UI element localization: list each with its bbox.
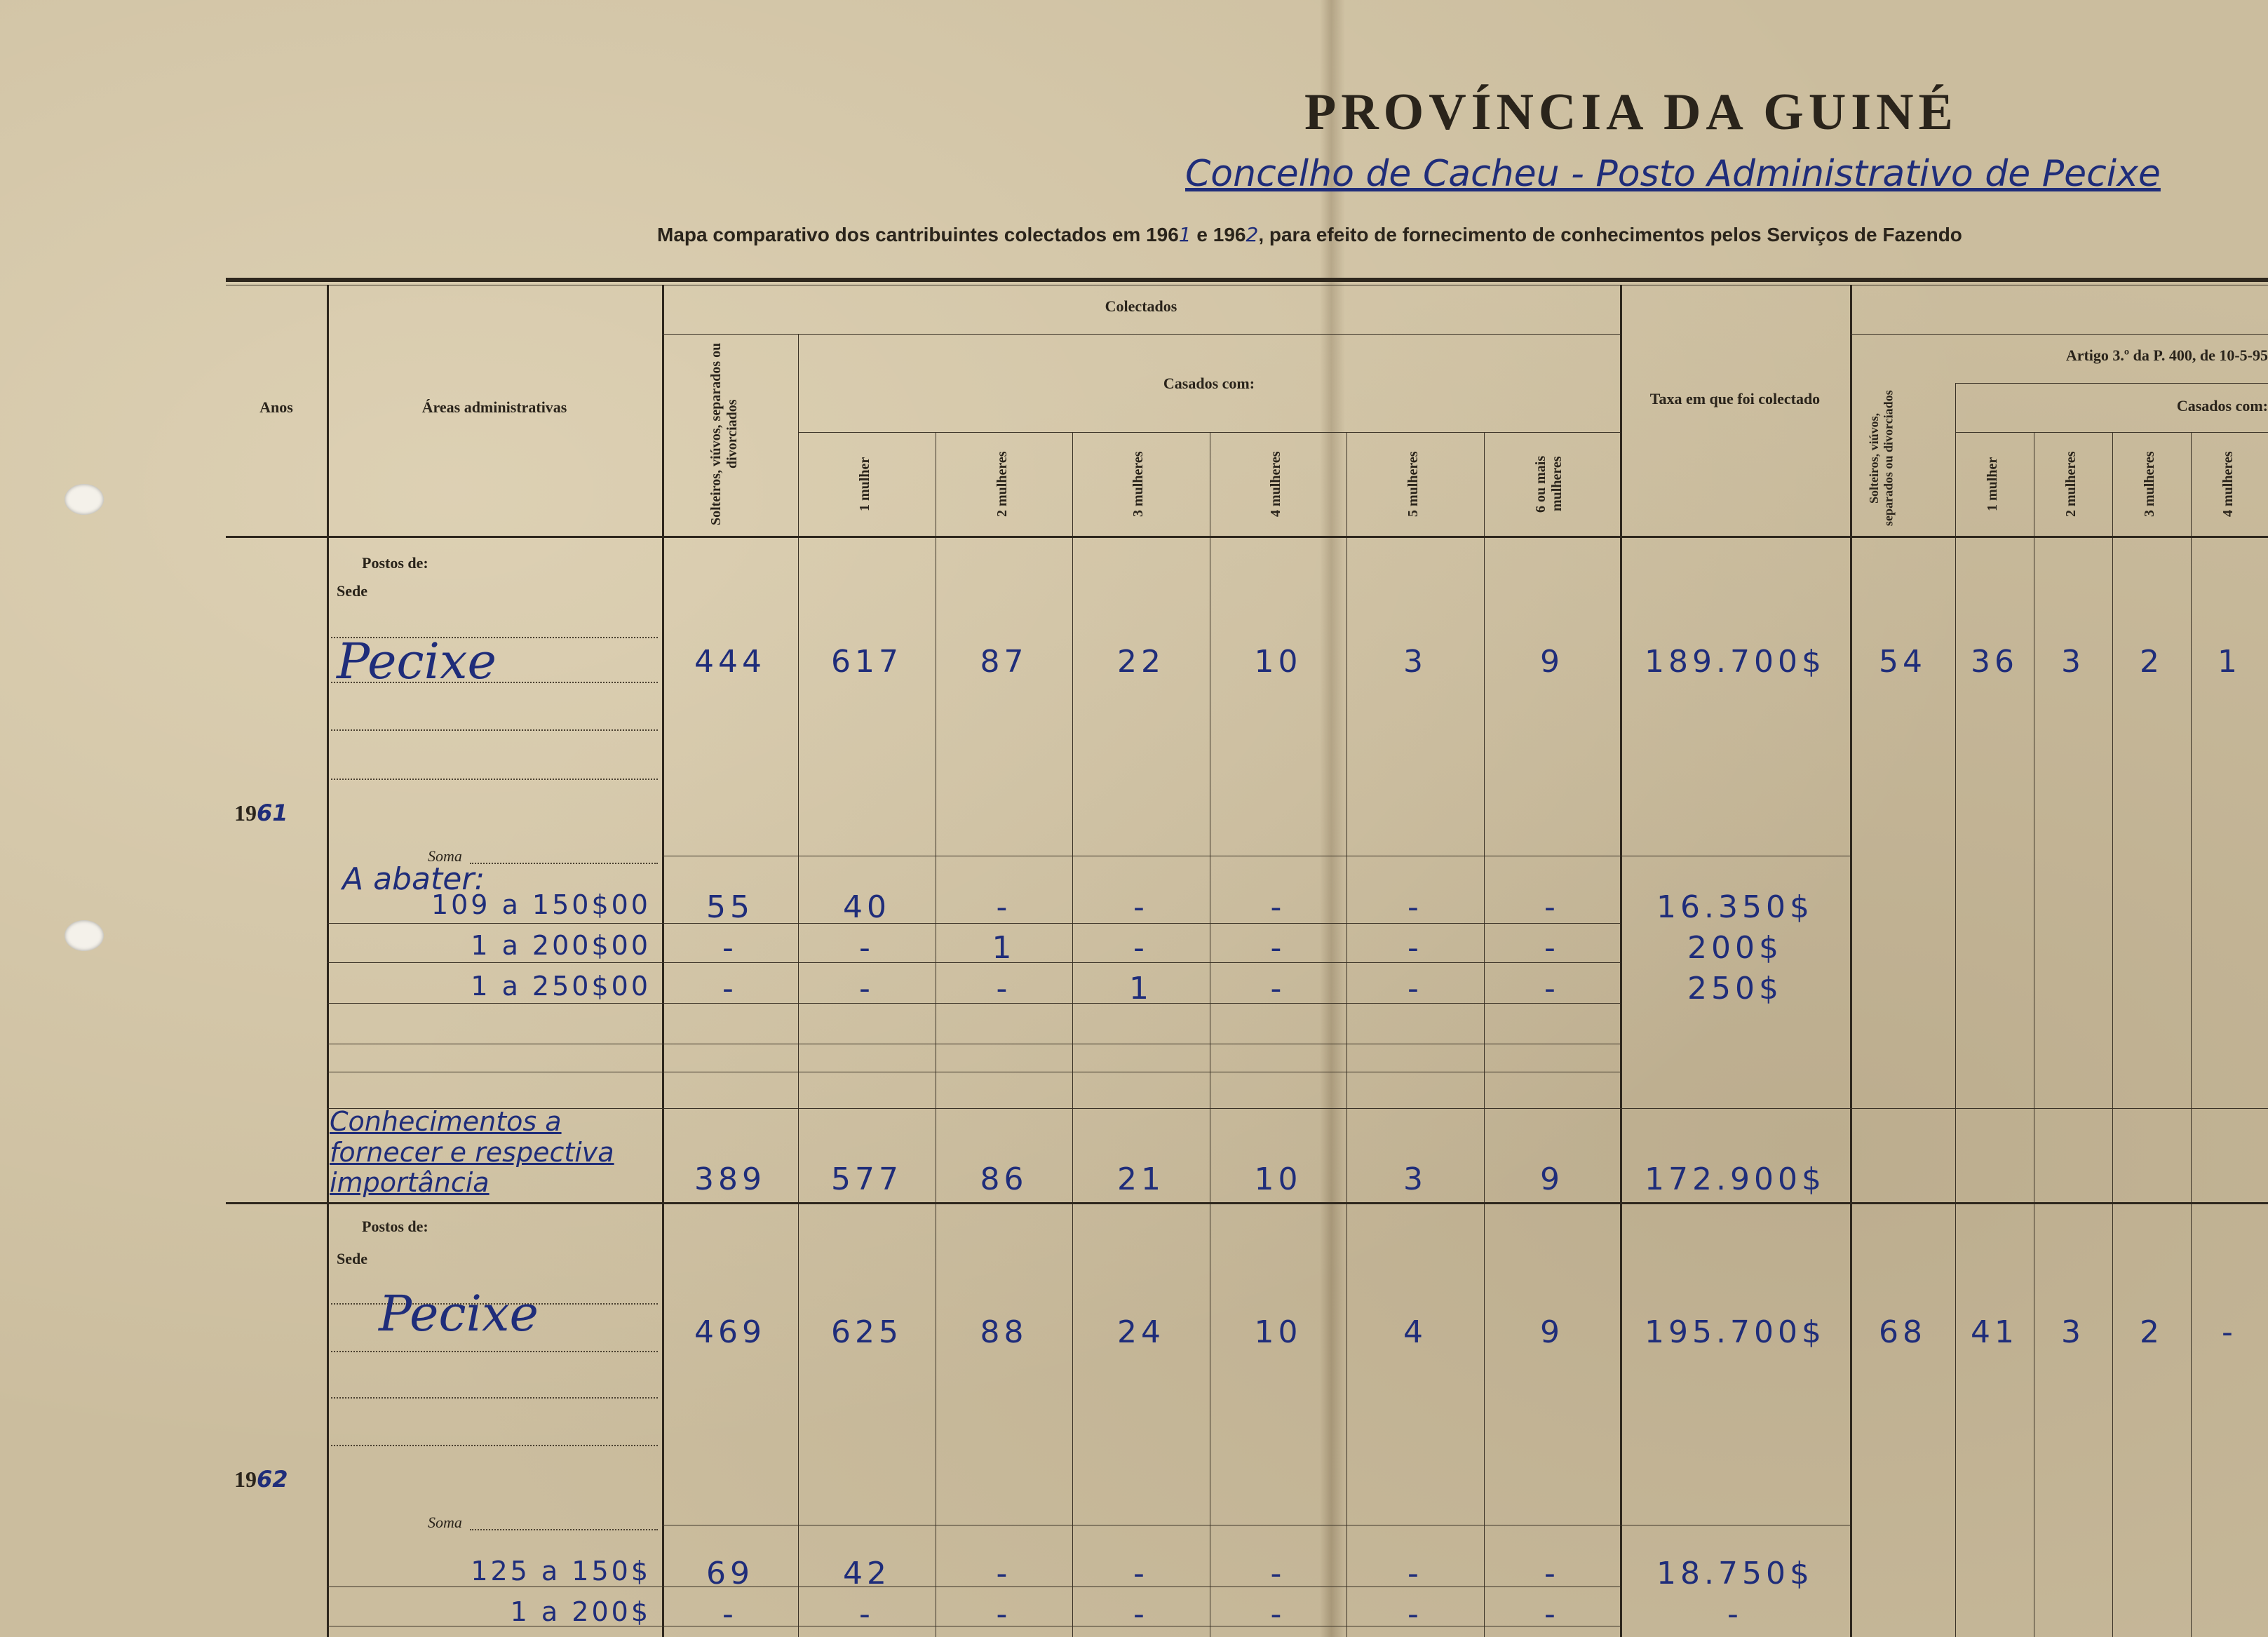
row-1961-conhecimentos-cell: 3 [1403,1161,1427,1197]
header-4-mulheres: 4 mulheres [1268,451,1283,517]
dotted-line [331,1445,658,1446]
deduction-1961-row-cell: - [1133,930,1149,966]
row-1961-main-cell: 87 [980,644,1028,680]
col-line [1072,432,1073,1637]
place-1962: Pecixe [379,1285,539,1342]
row-1961-main-cell: 3 [2061,644,2085,680]
header-line [662,334,1620,335]
row-1962-main-cell: 195.700$ [1645,1314,1825,1350]
label-sede: Sede [337,582,367,600]
deduction-1962-row-cell: 69 [706,1556,754,1591]
row-1961-conhecimentos-cell: 86 [980,1161,1028,1197]
header-casados-com-right: Casados com: [2176,397,2268,415]
header-2-mulheres: 2 mulheres [994,451,1010,517]
deduction-1962-row-cell: - [1544,1556,1560,1591]
map-description [657,223,1962,246]
deduction-1962-row-cell: - [722,1596,738,1632]
deduction-1961-row-cell: 16.350$ [1656,889,1814,925]
row-1961-main-cell: 36 [1971,644,2018,680]
year-1962 [234,1466,288,1493]
deduction-1961-row-cell: 1 [1129,971,1153,1006]
deduction-1961-row-cell: - [1408,930,1423,966]
deduction-1961-row-cell: - [1270,971,1286,1006]
deduction-1962-row-cell: - [1270,1556,1286,1591]
row-1962-main-cell: 10 [1254,1314,1302,1350]
dotted-line [331,729,658,731]
deduction-1962-row-cell: - [1133,1596,1149,1632]
row-1961-main-cell: 54 [1879,644,1926,680]
deduction-1961-label: 1 a 200$00 [471,930,651,961]
row-1962-main-cell: 3 [2061,1314,2085,1350]
row-1961-main-cell: 3 [1403,644,1427,680]
header-right-2-mulheres: 2 mulheres [2063,451,2079,517]
row-1962-main-cell: 68 [1879,1314,1926,1350]
deduction-1961-row-cell: 250$ [1687,971,1783,1006]
row-1962-main-cell: 2 [2140,1314,2164,1350]
label-soma-1961: Soma [428,847,462,865]
year-separator [226,1202,2268,1204]
description-prefix: Mapa comparativo dos cantribuintes colectados em 196 [657,224,1179,245]
label-postos-de: Postos de: [362,554,428,572]
deduction-1961-label: 1 a 250$00 [471,971,651,1002]
row-1961-main-cell: 617 [831,644,903,680]
header-taxa: Taxa em que foi colectado [1649,390,1821,407]
year-1961-prefix: 19 [234,800,257,826]
deduction-1961-row-cell: - [1270,889,1286,925]
label-postos-de-1962: Postos de: [362,1218,428,1235]
deduction-1962-row-cell: - [996,1556,1012,1591]
col-line [1850,285,1852,1637]
year-1962-hand: 62 [257,1466,288,1493]
row-1961-main-cell: 1 [2218,644,2241,680]
row-1961-conhecimentos-cell: 10 [1254,1161,1302,1197]
deduction-1961-row-cell: - [722,930,738,966]
deduction-1961-row-cell: 55 [706,889,754,925]
deduction-1961-label: 109 a 150$00 [431,889,651,920]
deduction-1961-row-cell: - [996,889,1012,925]
col-line [327,285,329,1637]
year-1961 [234,800,288,826]
deduction-1961-row-cell: 40 [843,889,891,925]
table-top-border [226,278,2268,282]
header-artigo: Artigo 3.º da P. 400, de 10-5-95 [2065,346,2268,364]
dotted-line [331,1397,658,1399]
header-line [1955,432,2268,433]
conhecimentos-label: Conhecimentos a fornecer e respectiva importância [330,1106,614,1199]
row-1961-main-cell: 2 [2140,644,2164,680]
year-1962-prefix: 19 [234,1467,257,1492]
deduction-1962-row-cell: 42 [843,1556,891,1591]
col-line [1955,383,1956,1637]
header-6-mulheres: 6 ou mais mulheres [1533,455,1565,513]
deduction-1961-row-cell: - [859,971,875,1006]
header-1-mulher: 1 mulher [857,457,872,511]
punch-hole [65,920,104,951]
deduction-1961-row-cell: 200$ [1687,930,1783,966]
label-sede-1962: Sede [337,1250,367,1267]
deduction-1962-label: 1 a 200$ [510,1596,651,1627]
dotted-line [470,863,658,864]
label-soma-1962: Soma [428,1514,462,1531]
header-bottom-line [226,536,2268,538]
deduction-1962-label: 125 a 150$ [471,1556,651,1587]
document-subtitle: Concelho de Cacheu - Posto Administrativo de Pecixe [1185,153,2161,195]
deduction-1961-row-cell: - [1544,889,1560,925]
year2-digit: 2 [1246,223,1259,246]
row-1962-main-cell: 625 [831,1314,903,1350]
header-solteiros-right: Solteiros, viúvos, separados ou divorciados [1867,390,1896,526]
row-1962-main-cell: 41 [1971,1314,2018,1350]
deduction-1962-row-cell: - [1408,1596,1423,1632]
col-line [1484,432,1485,1637]
year1-digit: 1 [1178,223,1192,246]
row-1961-main-cell: 10 [1254,644,1302,680]
header-3-mulheres: 3 mulheres [1130,451,1146,517]
dotted-line [470,1529,658,1530]
row-1962-main-cell: 9 [1540,1314,1564,1350]
header-areas: Áreas administrativas [421,398,567,416]
header-line [1955,383,2268,384]
header-5-mulheres: 5 mulheres [1405,451,1421,517]
row-1961-main-cell: 9 [1540,644,1564,680]
deduction-1962-row-cell: - [1727,1596,1743,1632]
col-line [2112,432,2113,1637]
deduction-1961-row-cell: - [859,930,875,966]
row-1961-main-cell: 22 [1117,644,1165,680]
dotted-line [331,779,658,780]
row-1962-main-cell: 88 [980,1314,1028,1350]
row-1962-main-cell: 4 [1403,1314,1427,1350]
row-1961-conhecimentos-cell: 389 [694,1161,766,1197]
place-1961: Pecixe [337,633,497,690]
row-1961-main-cell: 189.700$ [1645,644,1825,680]
punch-hole [65,484,104,515]
col-line [2191,432,2192,1637]
row-1961-conhecimentos-cell: 172.900$ [1645,1161,1825,1197]
header-solteiros: Solteiros, viúvos, separados ou divorciados [708,342,740,526]
deduction-1961-row-cell: - [1133,889,1149,925]
header-right-4-mulheres: 4 mulheres [2220,451,2236,517]
deduction-1961-row-cell: - [1408,971,1423,1006]
deduction-1962-row-cell: - [996,1596,1012,1632]
deduction-1961-row-cell: - [1408,889,1423,925]
year-1961-hand: 61 [257,800,288,826]
row-1962-main-cell: 24 [1117,1314,1165,1350]
deduction-1962-row-cell: 18.750$ [1656,1556,1814,1591]
header-colectados: Colectados [1105,297,1177,315]
row-1961-conhecimentos-cell: 21 [1117,1161,1165,1197]
col-line [1346,432,1347,1637]
header-line [1850,334,2268,335]
description-middle: e 196 [1191,224,1246,245]
header-line [798,432,1620,433]
deduction-1962-row-cell: - [1270,1596,1286,1632]
document-title: PROVÍNCIA DA GUINÉ [1304,83,1958,141]
row-1961-main-cell: 444 [694,644,766,680]
deduction-1961-row-cell: - [722,971,738,1006]
deduction-1962-row-cell: - [859,1596,875,1632]
deduction-1962-row-cell: - [1133,1556,1149,1591]
deduction-1961-row-cell: - [1544,971,1560,1006]
dotted-line [331,1351,658,1352]
row-1962-main-cell: - [2222,1314,2237,1350]
deduction-1961-row-cell: - [1270,930,1286,966]
row-1962-main-cell: 469 [694,1314,766,1350]
header-casados-com: Casados com: [1163,375,1255,392]
deduction-1961-row-cell: - [996,971,1012,1006]
header-anos: Anos [259,398,293,416]
description-suffix: , para efeito de fornecimento de conhecimentos pelos Serviços de Fazendo [1258,224,1962,245]
row-1961-conhecimentos-cell: 9 [1540,1161,1564,1197]
deduction-1962-row-cell: - [1408,1556,1423,1591]
header-right-3-mulheres: 3 mulheres [2142,451,2157,517]
deduction-1961-row-cell: 1 [992,930,1016,966]
header-right-1-mulher: 1 mulher [1985,457,2000,511]
row-1961-conhecimentos-cell: 577 [831,1161,903,1197]
deduction-1962-row-cell: - [1544,1596,1560,1632]
a-abater-label: A abater: [342,861,485,897]
deduction-1961-row-cell: - [1544,930,1560,966]
